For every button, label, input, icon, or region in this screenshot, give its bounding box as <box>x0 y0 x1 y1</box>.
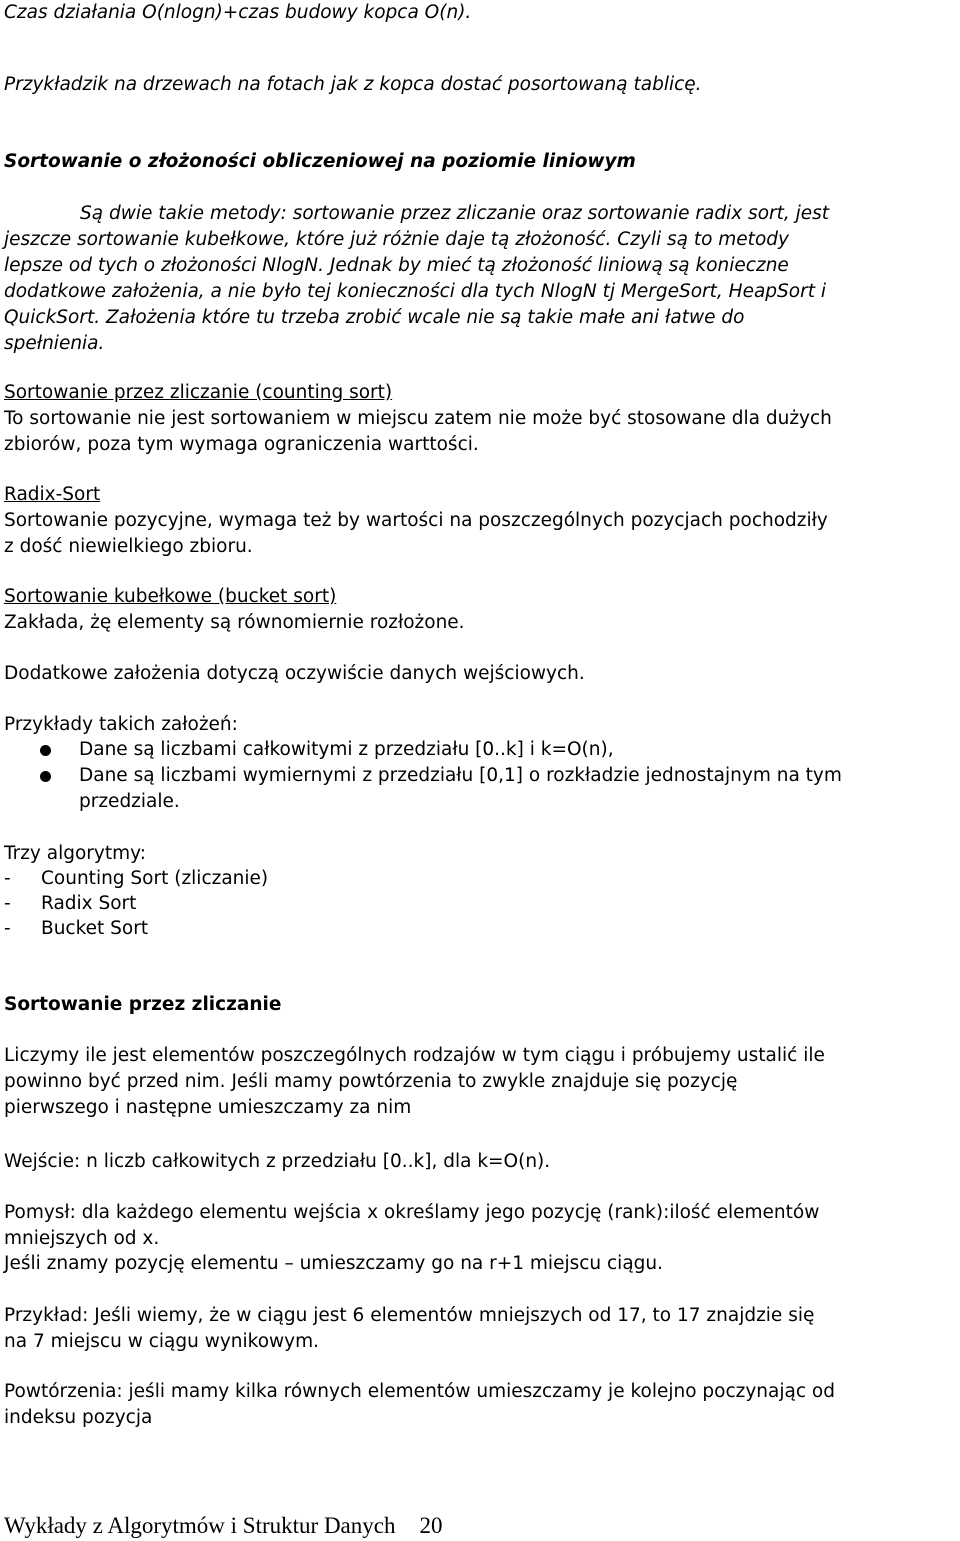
list-item <box>0 737 960 763</box>
footer-title: Wykłady z Algorytmów i Struktur Danych <box>4 1513 396 1538</box>
subheading-counting-sort: Sortowanie przez zliczanie (counting sort) <box>4 382 393 403</box>
page-footer <box>4 1512 442 1540</box>
assumptions-text: Dodatkowe założenia dotyczą oczywiście danych wejściowych. <box>4 663 585 684</box>
list-item <box>0 916 960 942</box>
list-item-text: Dane są liczbami wymiernymi z przedziału [0,1] o rozkładzie jednostajnym na tym <box>79 765 842 786</box>
intro-line-heap-time: Czas działania O(nlogn)+czas budowy kopca O(n). <box>4 2 472 23</box>
paragraph-line: dodatkowe założenia, a nie było tej konieczności dla tych NlogN tj MergeSort, HeapSort i <box>4 281 826 302</box>
assumptions-examples-label: Przykłady takich założeń: <box>4 714 238 735</box>
repetitions-line: Powtórzenia: jeśli mamy kilka równych elementów umieszczamy je kolejno poczynając od <box>4 1381 835 1402</box>
page-number: 20 <box>419 1513 443 1538</box>
list-item-text: Radix Sort <box>41 893 137 914</box>
dash-icon: - <box>4 868 11 889</box>
subheading-radix-sort: Radix-Sort <box>4 484 101 505</box>
counting-sort-desc: zbiorów, poza tym wymaga ograniczenia warttości. <box>4 434 479 455</box>
repetitions-line: indeksu pozycja <box>4 1407 153 1428</box>
paragraph-line: pierwszego i następne umieszczamy za nim <box>4 1097 412 1118</box>
subheading-bucket-sort: Sortowanie kubełkowe (bucket sort) <box>4 586 337 607</box>
dash-icon: - <box>4 918 11 939</box>
example-line: Przykład: Jeśli wiemy, że w ciągu jest 6 elementów mniejszych od 17, to 17 znajdzie się <box>4 1305 815 1326</box>
list-item-text: przedziale. <box>79 791 180 812</box>
bullet-icon <box>40 745 51 756</box>
list-item <box>0 866 960 892</box>
paragraph-line: lepsze od tych o złożoności NlogN. Jednak by mieć tą złożoność liniową są konieczne <box>4 255 789 276</box>
input-description: Wejście: n liczb całkowitych z przedziału [0..k], dla k=O(n). <box>4 1151 551 1172</box>
algorithms-label: Trzy algorytmy: <box>4 843 146 864</box>
list-item <box>0 763 960 789</box>
bucket-sort-desc: Zakłada, żę elementy są równomiernie rozłożone. <box>4 612 465 633</box>
intro-line-example: Przykładzik na drzewach na fotach jak z kopca dostać posortowaną tablicę. <box>4 74 702 95</box>
list-item-text: Counting Sort (zliczanie) <box>41 868 269 889</box>
paragraph-line: QuickSort. Założenia które tu trzeba zrobić wcale nie są takie małe ani łatwe do <box>4 307 745 328</box>
section-heading-linear: Sortowanie o złożoności obliczeniowej na poziomie liniowym <box>4 151 636 172</box>
radix-sort-desc: z dość niewielkiego zbioru. <box>4 536 253 557</box>
bullet-icon <box>40 771 51 782</box>
idea-line: Pomysł: dla każdego elementu wejścia x określamy jego pozycję (rank):ilość elementów <box>4 1202 820 1223</box>
list-item <box>0 891 960 917</box>
section-heading-counting: Sortowanie przez zliczanie <box>4 994 282 1015</box>
paragraph-line: Liczymy ile jest elementów poszczególnych rodzajów w tym ciągu i próbujemy ustalić ile <box>4 1045 825 1066</box>
example-line: na 7 miejscu w ciągu wynikowym. <box>4 1331 319 1352</box>
paragraph-line: Są dwie takie metody: sortowanie przez zliczanie oraz sortowanie radix sort, jest <box>80 203 830 224</box>
list-item-text: Bucket Sort <box>41 918 149 939</box>
idea-line: Jeśli znamy pozycję elementu – umieszczamy go na r+1 miejscu ciągu. <box>4 1253 663 1274</box>
paragraph-line: spełnienia. <box>4 333 105 354</box>
dash-icon: - <box>4 893 11 914</box>
list-item-text: Dane są liczbami całkowitymi z przedziału [0..k] i k=O(n), <box>79 739 614 760</box>
radix-sort-desc: Sortowanie pozycyjne, wymaga też by wartości na poszczególnych pozycjach pochodziły <box>4 510 828 531</box>
paragraph-line: jeszcze sortowanie kubełkowe, które już różnie daje tą złożoność. Czyli są to metody <box>4 229 789 250</box>
counting-sort-desc: To sortowanie nie jest sortowaniem w miejscu zatem nie może być stosowane dla dużych <box>4 408 832 429</box>
idea-line: mniejszych od x. <box>4 1228 160 1249</box>
paragraph-line: powinno być przed nim. Jeśli mamy powtórzenia to zwykle znajduje się pozycję <box>4 1071 738 1092</box>
